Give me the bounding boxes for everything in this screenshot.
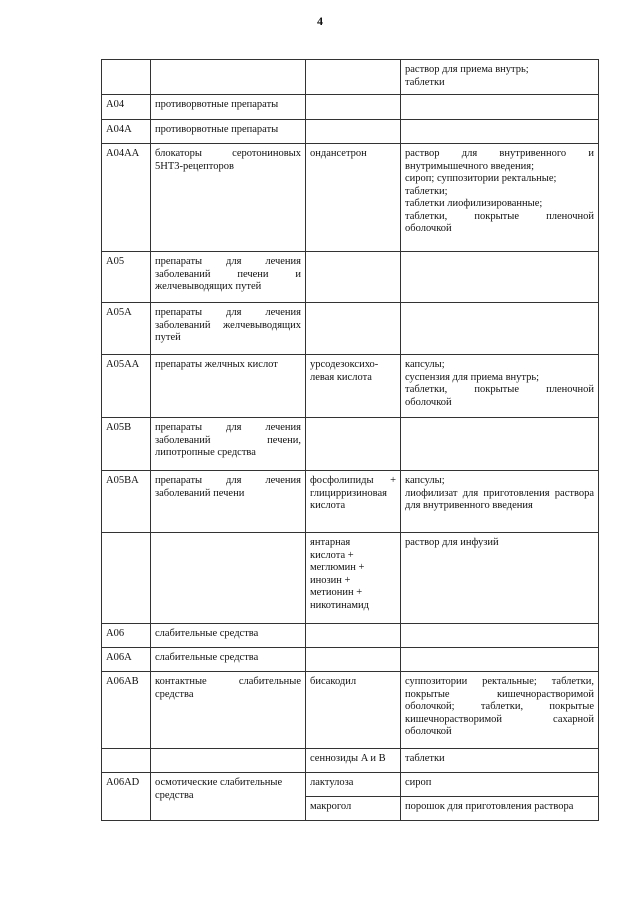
- dosage-form-cell: [401, 418, 599, 471]
- inn-cell: макрогол: [306, 797, 401, 821]
- table-row: [102, 471, 599, 533]
- table-row: [102, 648, 599, 672]
- table-row: [102, 749, 599, 773]
- table-row: [102, 672, 599, 749]
- group-name-cell: противорвотные препараты: [151, 120, 306, 144]
- atc-code-cell: A05A: [102, 303, 151, 355]
- dosage-form-cell: [401, 648, 599, 672]
- group-name-cell: [151, 60, 306, 95]
- atc-code-cell: [102, 60, 151, 95]
- inn-cell: [306, 60, 401, 95]
- inn-cell: [306, 95, 401, 120]
- inn-cell: [306, 533, 401, 624]
- inn-cell: бисакодил: [306, 672, 401, 749]
- dosage-form-cell: [401, 120, 599, 144]
- atc-code-cell: A05BA: [102, 471, 151, 533]
- inn-cell: [306, 418, 401, 471]
- dosage-form-cell: таблетки: [401, 749, 599, 773]
- atc-code-cell: [102, 533, 151, 624]
- table-row: [102, 144, 599, 252]
- drug-table: [101, 59, 599, 821]
- atc-code-cell: A04A: [102, 120, 151, 144]
- atc-code-cell: A04AA: [102, 144, 151, 252]
- atc-code-cell: A05AA: [102, 355, 151, 418]
- group-name-cell: препараты для лечения заболеваний печени: [151, 471, 306, 533]
- atc-code-cell: A04: [102, 95, 151, 120]
- dosage-form-cell: раствор для внутривенного и внутримышечного введения; сироп; суппозитории ректальные; таблетки; таблетки лиофилизированные; таблетки, покрытые пленочной оболочкой: [401, 144, 599, 252]
- group-name-cell: контактные слабительные средства: [151, 672, 306, 749]
- dosage-form-cell: раствор для инфузий: [401, 533, 599, 624]
- group-name-cell: препараты для лечения заболеваний печени и желчевыводящих путей: [151, 252, 306, 303]
- dosage-form-cell: капсулы; суспензия для приема внутрь; таблетки, покрытые пленочной оболочкой: [401, 355, 599, 418]
- group-name-cell: [151, 533, 306, 624]
- atc-code-cell: A05: [102, 252, 151, 303]
- dosage-form-cell: [401, 95, 599, 120]
- inn-cell: урсодезоксихо-левая кислота: [306, 355, 401, 418]
- inn-combo-line: инозин +: [310, 574, 351, 586]
- group-name-cell: слабительные средства: [151, 648, 306, 672]
- atc-code-cell: A06A: [102, 648, 151, 672]
- inn-cell: фосфолипиды + глицирризиновая кислота: [306, 471, 401, 533]
- dosage-form-cell: [401, 252, 599, 303]
- inn-combo-line: меглюмин +: [310, 562, 365, 573]
- group-name-cell: противорвотные препараты: [151, 95, 306, 120]
- dosage-form-cell: раствор для приема внутрь; таблетки: [401, 60, 599, 95]
- page-number: 4: [317, 14, 323, 28]
- inn-cell: ондансетрон: [306, 144, 401, 252]
- inn-combo-line: никотинамид: [310, 599, 370, 611]
- table-row: [102, 624, 599, 648]
- dosage-form-cell: [401, 303, 599, 355]
- table-row: [102, 773, 599, 797]
- table-row: [102, 355, 599, 418]
- atc-code-cell: [102, 749, 151, 773]
- atc-code-cell: A06AD: [102, 773, 151, 821]
- atc-code-cell: A05B: [102, 418, 151, 471]
- group-name-cell: [151, 749, 306, 773]
- dosage-form-cell: сироп: [401, 773, 599, 797]
- inn-combo-line: кислота +: [310, 549, 354, 561]
- inn-cell: [306, 252, 401, 303]
- table-row: [102, 252, 599, 303]
- table-row: [102, 533, 599, 624]
- atc-code-cell: A06AB: [102, 672, 151, 749]
- inn-cell: [306, 648, 401, 672]
- dosage-form-cell: капсулы; лиофилизат для приготовления раствора для внутривенного введения: [401, 471, 599, 533]
- table-row: [102, 418, 599, 471]
- inn-combo-line: метионин +: [310, 587, 363, 598]
- dosage-form-cell: порошок для приготовления раствора: [401, 797, 599, 821]
- group-name-cell: препараты для лечения заболеваний желчевыводящих путей: [151, 303, 306, 355]
- group-name-cell: препараты для лечения заболеваний печени, липотропные средства: [151, 418, 306, 471]
- inn-cell: сеннозиды A и B: [306, 749, 401, 773]
- group-name-cell: слабительные средства: [151, 624, 306, 648]
- table-row: [102, 303, 599, 355]
- inn-combo-line: янтарная: [310, 537, 351, 548]
- group-name-cell: осмотические слабительные средства: [151, 773, 306, 821]
- table-row: [102, 60, 599, 95]
- dosage-form-cell: [401, 624, 599, 648]
- atc-code-cell: A06: [102, 624, 151, 648]
- inn-cell: лактулоза: [306, 773, 401, 797]
- inn-cell: [306, 120, 401, 144]
- table-row: [102, 120, 599, 144]
- group-name-cell: блокаторы серотониновых 5HT3-рецепторов: [151, 144, 306, 252]
- group-name-cell: препараты желчных кислот: [151, 355, 306, 418]
- inn-cell: [306, 624, 401, 648]
- table-row: [102, 95, 599, 120]
- inn-cell: [306, 303, 401, 355]
- dosage-form-cell: суппозитории ректальные; таблетки, покрытые кишечнорастворимой оболочкой; таблетки, покрытые кишечнорастворимой сахарной оболочкой: [401, 672, 599, 749]
